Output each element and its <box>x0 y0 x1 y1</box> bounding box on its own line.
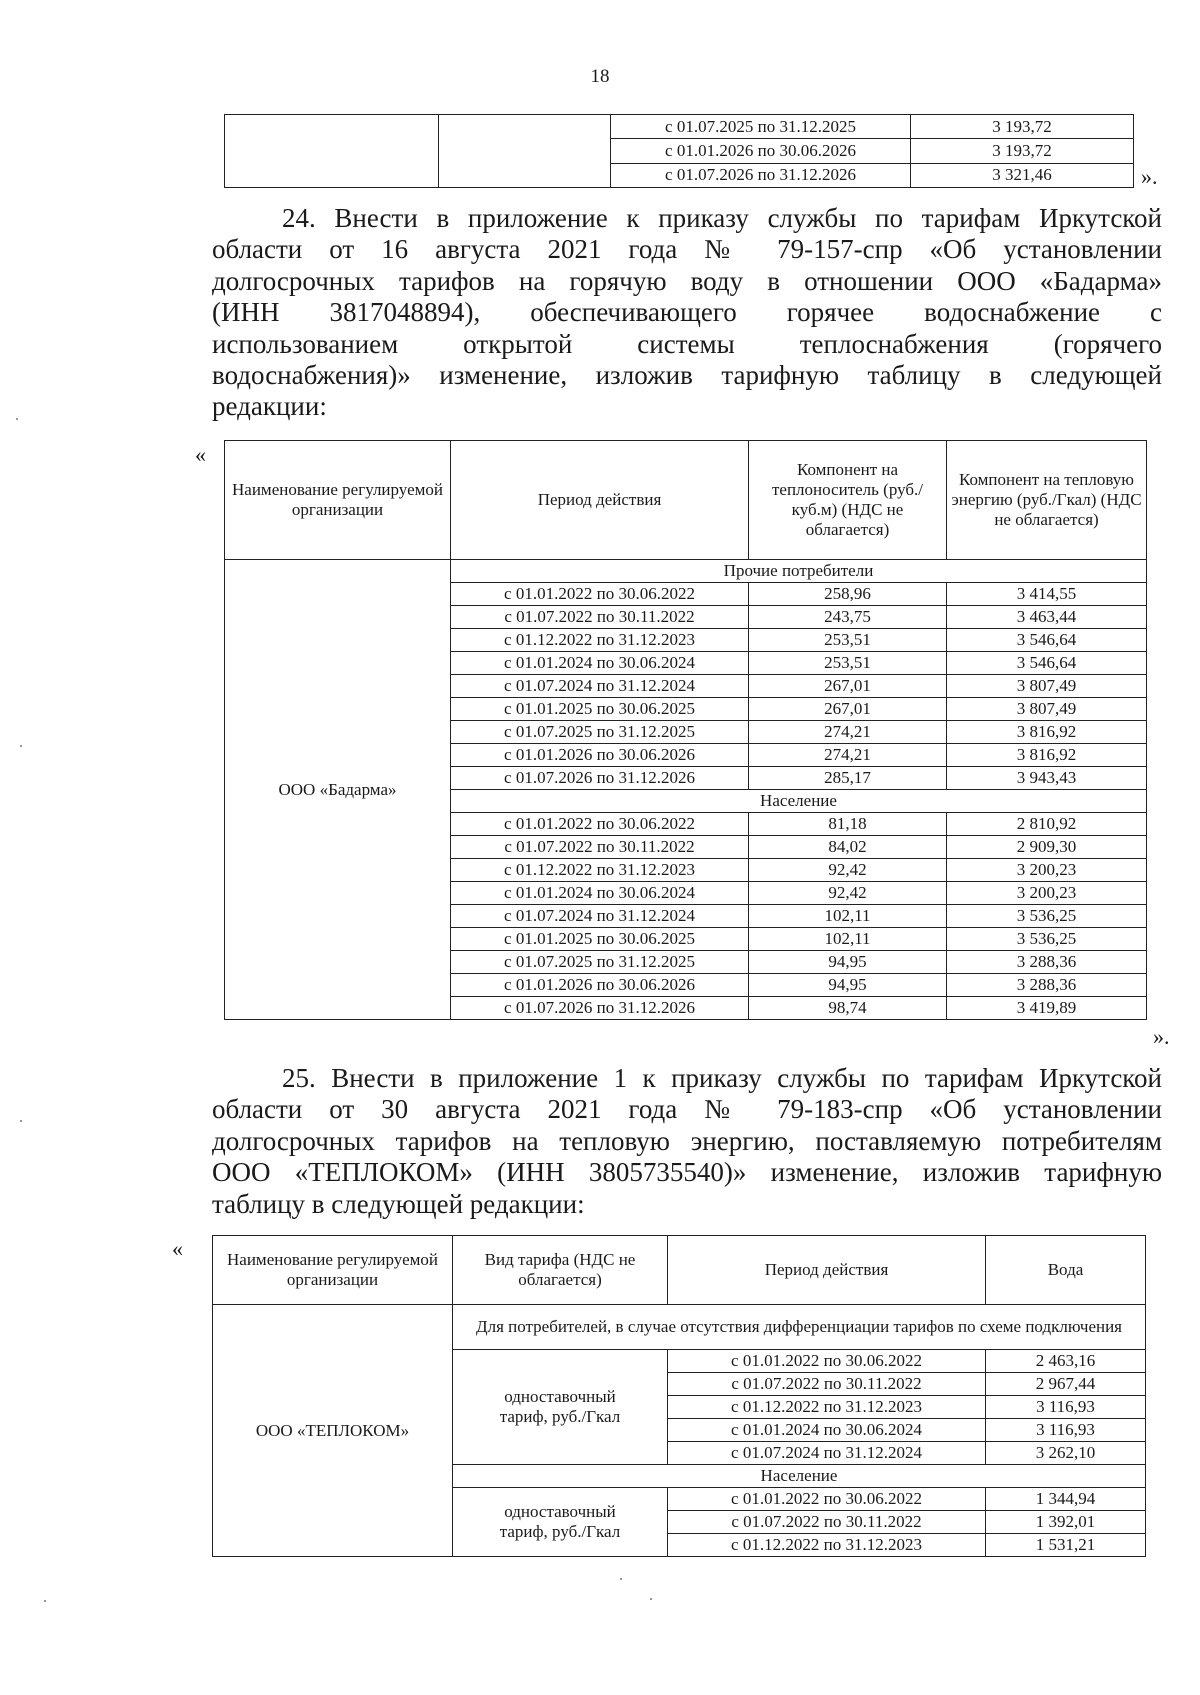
table-cell-period: с 01.12.2022 по 31.12.2023 <box>451 629 749 652</box>
table-cell-energy: 3 419,89 <box>947 997 1147 1020</box>
table-cell-period: с 01.01.2025 по 30.06.2025 <box>451 928 749 951</box>
table-cell-period: с 01.07.2025 по 31.12.2025 <box>451 721 749 744</box>
top-tariff-table <box>224 114 1134 188</box>
table-cell-period: с 01.07.2022 по 30.11.2022 <box>451 606 749 629</box>
table-cell-carrier: 253,51 <box>749 629 947 652</box>
table-cell-energy: 3 546,64 <box>947 652 1147 675</box>
close-quote: ». <box>1153 1024 1170 1049</box>
table-cell-carrier: 81,18 <box>749 813 947 836</box>
table-cell-period: с 01.01.2024 по 30.06.2024 <box>451 652 749 675</box>
badarma-tariff-table <box>224 440 1147 1020</box>
table-cell-period: с 01.01.2022 по 30.06.2022 <box>668 1488 986 1511</box>
header-tariff-type: Вид тарифа (НДС не облагается) <box>453 1236 668 1305</box>
scan-speck <box>16 418 18 420</box>
tariff-type-cell: одноставочный тариф, руб./Гкал <box>453 1488 668 1557</box>
table-cell-water: 1 344,94 <box>986 1488 1146 1511</box>
table-cell-period: с 01.07.2025 по 31.12.2025 <box>451 951 749 974</box>
table-cell-energy: 3 414,55 <box>947 583 1147 606</box>
item-25-paragraph <box>212 1063 1162 1220</box>
header-org: Наименование регулируемой организации <box>225 441 451 560</box>
table-cell-energy: 3 288,36 <box>947 974 1147 997</box>
org-name-cell: ООО «Бадарма» <box>225 560 451 1020</box>
scan-speck <box>650 1598 652 1600</box>
org-name-cell: ООО «ТЕПЛОКОМ» <box>213 1305 453 1557</box>
table-cell-carrier: 98,74 <box>749 997 947 1020</box>
item-24-paragraph <box>212 203 1162 423</box>
table-cell-carrier: 253,51 <box>749 652 947 675</box>
table-cell-period: с 01.01.2024 по 30.06.2024 <box>451 882 749 905</box>
table-cell-period: с 01.01.2022 по 30.06.2022 <box>668 1350 986 1373</box>
table-cell-water: 3 262,10 <box>986 1442 1146 1465</box>
table-cell-energy: 3 943,43 <box>947 767 1147 790</box>
table-cell-energy: 3 200,23 <box>947 859 1147 882</box>
table-cell-carrier: 102,11 <box>749 928 947 951</box>
table-cell-period: с 01.07.2026 по 31.12.2026 <box>451 767 749 790</box>
table-cell-carrier: 274,21 <box>749 744 947 767</box>
table-cell-period: с 01.07.2022 по 30.11.2022 <box>668 1373 986 1396</box>
header-carrier: Компонент на теплоноситель (руб./куб.м) (НДС не облагается) <box>749 441 947 560</box>
table-cell-carrier: 84,02 <box>749 836 947 859</box>
table-cell-value: 3 321,46 <box>911 163 1134 187</box>
table-cell-water: 2 463,16 <box>986 1350 1146 1373</box>
table-cell-energy: 3 200,23 <box>947 882 1147 905</box>
table-cell-energy: 3 816,92 <box>947 744 1147 767</box>
table-cell-value: 3 193,72 <box>911 139 1134 163</box>
table-cell-period: с 01.01.2022 по 30.06.2022 <box>451 813 749 836</box>
table-cell-period: с 01.01.2024 по 30.06.2024 <box>668 1419 986 1442</box>
paragraph-line: таблицу в следующей редакции: <box>212 1188 585 1219</box>
paragraph-line: области от 16 августа 2021 года № 79-157-спр «Об установлении <box>212 234 1162 265</box>
paragraph-line: долгосрочных тарифов на горячую воду в отношении ООО «Бадарма» <box>212 265 1162 296</box>
group-title: Население <box>453 1465 1146 1488</box>
table-cell-period: с 01.07.2026 по 31.12.2026 <box>611 163 911 187</box>
table-cell-period: с 01.07.2024 по 31.12.2024 <box>451 675 749 698</box>
table-cell-carrier: 258,96 <box>749 583 947 606</box>
table-cell-energy: 2 909,30 <box>947 836 1147 859</box>
group-title: Для потребителей, в случае отсутствия дифференциации тарифов по схеме подключения <box>453 1305 1146 1350</box>
table-cell-period: с 01.12.2022 по 31.12.2023 <box>668 1534 986 1557</box>
paragraph-line: 25. Внести в приложение 1 к приказу службы по тарифам Иркутской <box>282 1063 1162 1093</box>
header-period: Период действия <box>451 441 749 560</box>
table-cell-energy: 3 536,25 <box>947 928 1147 951</box>
header-org: Наименование регулируемой организации <box>213 1236 453 1305</box>
table-cell-period: с 01.07.2024 по 31.12.2024 <box>451 905 749 928</box>
paragraph-line: использованием открытой системы теплоснабжения (горячего <box>212 328 1162 359</box>
table-cell-energy: 3 546,64 <box>947 629 1147 652</box>
table-cell-period: с 01.01.2025 по 30.06.2025 <box>451 698 749 721</box>
close-quote: ». <box>1141 164 1158 189</box>
paragraph-line: 24. Внести в приложение к приказу службы по тарифам Иркутской <box>282 203 1162 233</box>
top-empty-cell <box>439 115 611 188</box>
table-cell-value: 3 193,72 <box>911 115 1134 139</box>
scan-speck <box>20 1120 22 1122</box>
table-cell-carrier: 92,42 <box>749 882 947 905</box>
table-cell-water: 3 116,93 <box>986 1419 1146 1442</box>
paragraph-line: долгосрочных тарифов на тепловую энергию, поставляемую потребителям <box>212 1125 1162 1156</box>
table-cell-water: 3 116,93 <box>986 1396 1146 1419</box>
table-cell-energy: 3 536,25 <box>947 905 1147 928</box>
table-cell-carrier: 243,75 <box>749 606 947 629</box>
table-cell-period: с 01.01.2026 по 30.06.2026 <box>451 974 749 997</box>
table-cell-period: с 01.01.2026 по 30.06.2026 <box>451 744 749 767</box>
top-empty-org-cell <box>225 115 439 188</box>
table-cell-period: с 01.12.2022 по 31.12.2023 <box>451 859 749 882</box>
scan-speck <box>44 1600 46 1602</box>
paragraph-line: (ИНН 3817048894), обеспечивающего горячее водоснабжение с <box>212 297 1162 328</box>
table-cell-period: с 01.01.2022 по 30.06.2022 <box>451 583 749 606</box>
page-number: 18 <box>590 66 610 87</box>
table-cell-period: с 01.01.2026 по 30.06.2026 <box>611 139 911 163</box>
table-cell-carrier: 285,17 <box>749 767 947 790</box>
table-cell-energy: 3 463,44 <box>947 606 1147 629</box>
table-cell-energy: 2 810,92 <box>947 813 1147 836</box>
tariff-type-cell: одноставочный тариф, руб./Гкал <box>453 1350 668 1465</box>
table-cell-period: с 01.12.2022 по 31.12.2023 <box>668 1396 986 1419</box>
table-cell-carrier: 102,11 <box>749 905 947 928</box>
table-cell-energy: 3 288,36 <box>947 951 1147 974</box>
group-title: Население <box>451 790 1147 813</box>
teplokom-tariff-table <box>212 1235 1146 1557</box>
table-cell-carrier: 274,21 <box>749 721 947 744</box>
table-cell-carrier: 92,42 <box>749 859 947 882</box>
open-quote: « <box>195 442 206 467</box>
paragraph-line: редакции: <box>212 391 327 422</box>
table-cell-water: 2 967,44 <box>986 1373 1146 1396</box>
scan-speck <box>20 745 22 747</box>
table-cell-water: 1 392,01 <box>986 1511 1146 1534</box>
table-cell-period: с 01.07.2026 по 31.12.2026 <box>451 997 749 1020</box>
paragraph-line: водоснабжения)» изменение, изложив тарифную таблицу в следующей <box>212 360 1162 391</box>
table-cell-period: с 01.07.2025 по 31.12.2025 <box>611 115 911 139</box>
open-quote: « <box>172 1236 183 1261</box>
table-cell-water: 1 531,21 <box>986 1534 1146 1557</box>
header-period: Период действия <box>668 1236 986 1305</box>
table-cell-carrier: 94,95 <box>749 974 947 997</box>
paragraph-line: области от 30 августа 2021 года № 79-183-спр «Об установлении <box>212 1094 1162 1125</box>
table-cell-carrier: 94,95 <box>749 951 947 974</box>
table-cell-carrier: 267,01 <box>749 675 947 698</box>
table-cell-carrier: 267,01 <box>749 698 947 721</box>
scan-speck <box>620 1578 622 1580</box>
header-energy: Компонент на тепловую энергию (руб./Гкал) (НДС не облагается) <box>947 441 1147 560</box>
table-cell-energy: 3 807,49 <box>947 675 1147 698</box>
paragraph-line: ООО «ТЕПЛОКОМ» (ИНН 3805735540)» изменение, изложив тарифную <box>212 1157 1162 1188</box>
table-cell-period: с 01.07.2022 по 30.11.2022 <box>668 1511 986 1534</box>
table-cell-energy: 3 807,49 <box>947 698 1147 721</box>
table-cell-period: с 01.07.2022 по 30.11.2022 <box>451 836 749 859</box>
table-cell-period: с 01.07.2024 по 31.12.2024 <box>668 1442 986 1465</box>
group-title: Прочие потребители <box>451 560 1147 583</box>
header-water: Вода <box>986 1236 1146 1305</box>
table-cell-energy: 3 816,92 <box>947 721 1147 744</box>
